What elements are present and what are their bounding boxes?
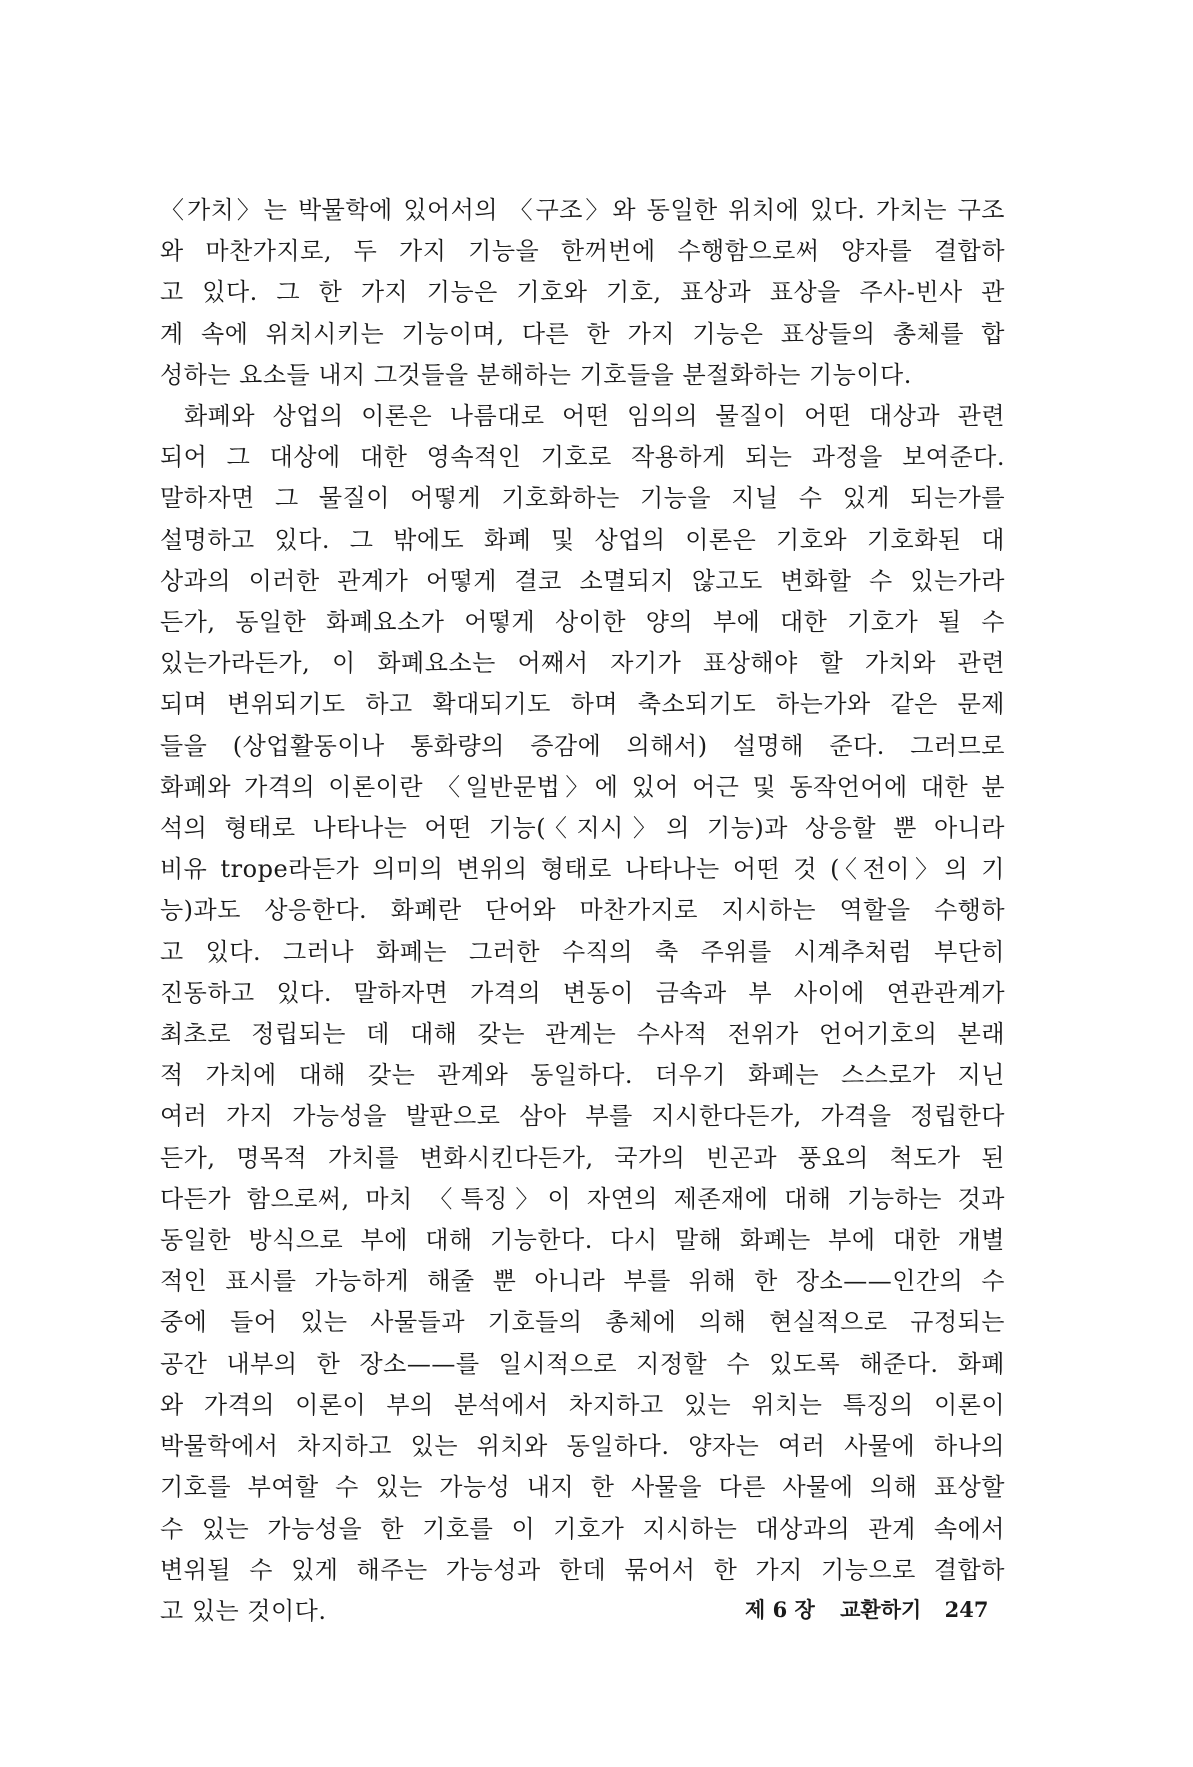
text-line: 있는가라든가, 이 화폐요소는 어째서 자기가 표상해야 할 가치와 관련 xyxy=(160,649,1005,678)
text-line: 〈가치〉는 박물학에 있어서의 〈구조〉와 동일한 위치에 있다. 가치는 구조 xyxy=(160,196,1005,224)
text-line: 설명하고 있다. 그 밖에도 화폐 및 상업의 이론은 기호와 기호화된 대 xyxy=(160,525,1005,554)
text-line: 중에 들어 있는 사물들과 기호들의 총체에 의해 현실적으로 규정되는 xyxy=(160,1308,1005,1337)
text-line: 진동하고 있다. 말하자면 가격의 변동이 금속과 부 사이에 연관관계가 xyxy=(160,978,1005,1007)
text-line: 든가, 동일한 화폐요소가 어떻게 상이한 양의 부에 대한 기호가 될 수 xyxy=(160,608,1005,637)
text-line: 상과의 이러한 관계가 어떻게 결코 소멸되지 않고도 변화할 수 있는가라 xyxy=(160,566,1005,595)
text-line: 박물학에서 차지하고 있는 위치와 동일하다. 양자는 여러 사물에 하나의 xyxy=(160,1432,1005,1461)
text-line: 말하자면 그 물질이 어떻게 기호화하는 기능을 지닐 수 있게 되는가를 xyxy=(160,484,1005,513)
text-line: 적인 표시를 가능하게 해줄 뿐 아니라 부를 위해 한 장소——인간의 수 xyxy=(160,1267,1005,1296)
page-number: 247 xyxy=(944,1597,989,1622)
text-line: 변위될 수 있게 해주는 가능성과 한데 묶어서 한 가지 기능으로 결합하 xyxy=(160,1555,1005,1584)
text-line: 화폐와 가격의 이론이란 〈일반문법〉에 있어 어근 및 동작언어에 대한 분 xyxy=(160,772,1005,801)
text-line: 공간 내부의 한 장소——를 일시적으로 지정할 수 있도록 해준다. 화폐 xyxy=(160,1349,1005,1378)
text-line: 화폐와 상업의 이론은 나름대로 어떤 임의의 물질이 어떤 대상과 관련 xyxy=(184,402,1005,431)
text-line: 다든가 함으로써, 마치 〈특징〉이 자연의 제존재에 대해 기능하는 것과 xyxy=(160,1184,1005,1213)
text-line: 되어 그 대상에 대한 영속적인 기호로 작용하게 되는 과정을 보여준다. xyxy=(160,443,1005,472)
footer-chapter: 제 6 장 xyxy=(745,1597,815,1622)
text-line: 고 있다. 그 한 가지 기능은 기호와 기호, 표상과 표상을 주사-빈사 관 xyxy=(160,278,1005,307)
footer-section-title: 교환하기 xyxy=(840,1597,922,1622)
text-line: 와 마찬가지로, 두 가지 기능을 한꺼번에 수행함으로써 양자를 결합하 xyxy=(160,237,1005,266)
text-line: 여러 가지 가능성을 발판으로 삼아 부를 지시한다든가, 가격을 정립한다 xyxy=(160,1102,1005,1131)
text-line: 되며 변위되기도 하고 확대되기도 하며 축소되기도 하는가와 같은 문제 xyxy=(160,690,1005,719)
text-line: 계 속에 위치시키는 기능이며, 다른 한 가지 기능은 표상들의 총체를 합 xyxy=(160,319,1005,348)
text-line: 석의 형태로 나타나는 어떤 기능(〈지시〉의 기능)과 상응할 뿐 아니라 xyxy=(160,814,1005,843)
text-line: 성하는 요소들 내지 그것들을 분해하는 기호들을 분절화하는 기능이다. xyxy=(160,360,912,389)
text-line: 들을 (상업활동이나 통화량의 증감에 의해서) 설명해 준다. 그러므로 xyxy=(160,731,1005,760)
text-line: 든가, 명목적 가치를 변화시킨다든가, 국가의 빈곤과 풍요의 척도가 된 xyxy=(160,1143,1005,1172)
text-line: 최초로 정립되는 데 대해 갖는 관계는 수사적 전위가 언어기호의 본래 xyxy=(160,1020,1005,1049)
page-footer xyxy=(745,1594,988,1624)
text-line: 고 있는 것이다. xyxy=(160,1596,327,1625)
body-text xyxy=(160,190,1005,1632)
text-line: 와 가격의 이론이 부의 분석에서 차지하고 있는 위치는 특징의 이론이 xyxy=(160,1390,1005,1419)
text-line: 고 있다. 그러나 화폐는 그러한 수직의 축 주위를 시계추처럼 부단히 xyxy=(160,937,1005,966)
text-line: 능)과도 상응한다. 화폐란 단어와 마찬가지로 지시하는 역할을 수행하 xyxy=(160,896,1005,925)
text-line: 기호를 부여할 수 있는 가능성 내지 한 사물을 다른 사물에 의해 표상할 xyxy=(160,1473,1005,1502)
text-line: 적 가치에 대해 갖는 관계와 동일하다. 더우기 화폐는 스스로가 지닌 xyxy=(160,1061,1005,1090)
text-line: 비유 trope라든가 의미의 변위의 형태로 나타나는 어떤 것 (〈전이〉의 기 xyxy=(160,855,1005,884)
text-line: 동일한 방식으로 부에 대해 기능한다. 다시 말해 화폐는 부에 대한 개별 xyxy=(160,1226,1005,1255)
text-line: 수 있는 가능성을 한 기호를 이 기호가 지시하는 대상과의 관계 속에서 xyxy=(160,1514,1005,1543)
